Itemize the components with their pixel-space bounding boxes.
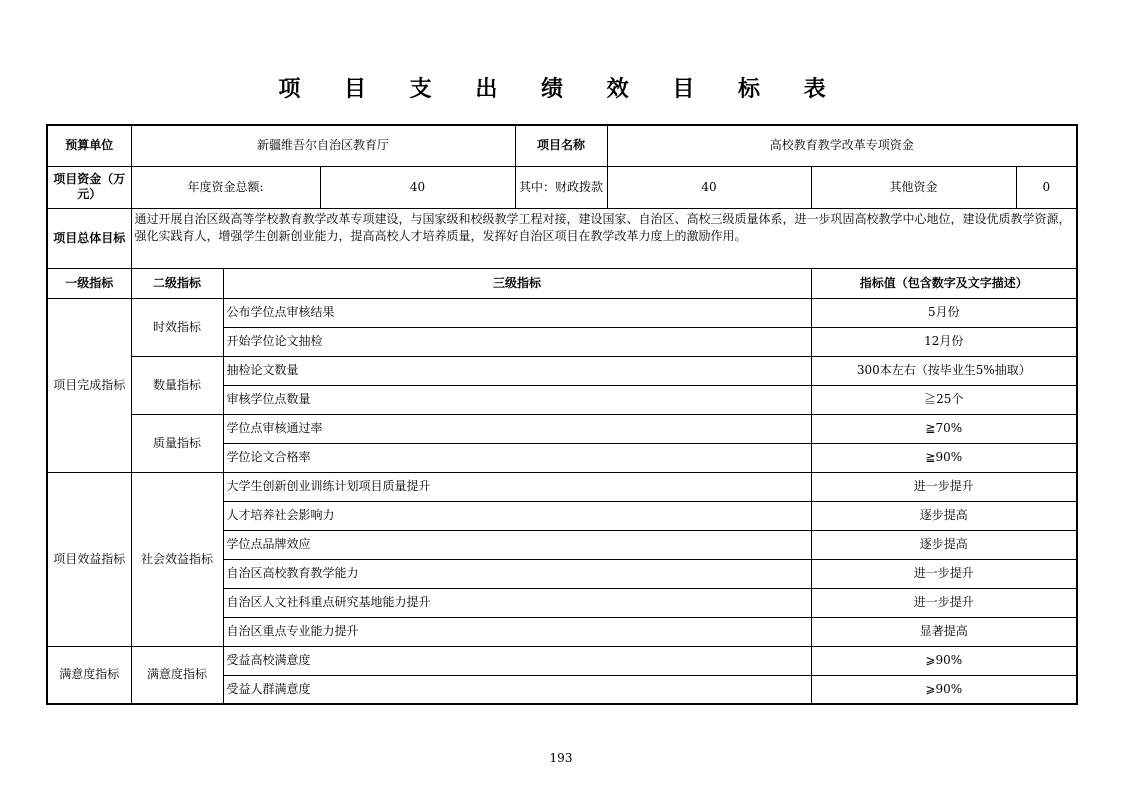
funds-row: [47, 166, 1077, 208]
level3-indicator: 学位点审核通过率: [223, 414, 811, 443]
page-title: 项 目 支 出 绩 效 目 标 表: [278, 77, 844, 102]
indicator-value: ≧90%: [811, 443, 1077, 472]
indicator-value: ≧70%: [811, 414, 1077, 443]
indicator-value: 逐步提高: [811, 501, 1077, 530]
funds-other-cell: [811, 166, 1077, 208]
budget-unit-row: [47, 125, 1077, 166]
level3-indicator: 大学生创新创业训练计划项目质量提升: [223, 472, 811, 501]
indicator-value: 逐步提高: [811, 530, 1077, 559]
performance-target-table: [46, 124, 1078, 705]
funds-other-value: 0: [1042, 179, 1051, 194]
level3-indicator: 受益人群满意度: [223, 675, 811, 704]
indicator-value: 进一步提升: [811, 472, 1077, 501]
col-header-value: 指标值（包含数字及文字描述）: [811, 268, 1077, 298]
indicator-row: [47, 414, 1077, 443]
level3-indicator: 人才培养社会影响力: [223, 501, 811, 530]
level3-indicator: 公布学位点审核结果: [223, 298, 811, 327]
col-header-level2: 二级指标: [131, 268, 223, 298]
level1-indicator: 项目完成指标: [47, 298, 131, 472]
indicator-row: [47, 356, 1077, 385]
funds-total-label: 年度资金总额:: [131, 166, 320, 208]
indicator-value: ⩾90%: [811, 646, 1077, 675]
budget-unit-label: 预算单位: [47, 125, 131, 166]
col-header-level1: 一级指标: [47, 268, 131, 298]
level2-indicator: 数量指标: [131, 356, 223, 414]
funds-total-value: 40: [320, 166, 515, 208]
indicator-value: 12月份: [811, 327, 1077, 356]
column-header-row: [47, 268, 1077, 298]
budget-unit-value: 新疆维吾尔自治区教育厅: [131, 125, 515, 166]
indicator-value: ⩾90%: [811, 675, 1077, 704]
level3-indicator: 抽检论文数量: [223, 356, 811, 385]
indicator-value: 进一步提升: [811, 588, 1077, 617]
funds-fiscal-label: 其中：财政拨款: [515, 166, 607, 208]
level3-indicator: 自治区重点专业能力提升: [223, 617, 811, 646]
level1-indicator: 项目效益指标: [47, 472, 131, 646]
goal-label: 项目总体目标: [47, 208, 131, 268]
indicator-row: [47, 298, 1077, 327]
level3-indicator: 学位论文合格率: [223, 443, 811, 472]
indicator-value: 300本左右（按毕业生5%抽取）: [811, 356, 1077, 385]
level3-indicator: 学位点品牌效应: [223, 530, 811, 559]
funds-fiscal-value: 40: [607, 166, 811, 208]
indicator-row: [47, 472, 1077, 501]
level3-indicator: 受益高校满意度: [223, 646, 811, 675]
indicator-value: 进一步提升: [811, 559, 1077, 588]
page-number: 193: [549, 751, 573, 765]
level3-indicator: 自治区高校教育教学能力: [223, 559, 811, 588]
indicator-value: 5月份: [811, 298, 1077, 327]
level3-indicator: 自治区人文社科重点研究基地能力提升: [223, 588, 811, 617]
level2-indicator: 满意度指标: [131, 646, 223, 704]
indicator-row: [47, 646, 1077, 675]
level2-indicator: 质量指标: [131, 414, 223, 472]
level2-indicator: 时效指标: [131, 298, 223, 356]
level3-indicator: 开始学位论文抽检: [223, 327, 811, 356]
indicator-value: 显著提高: [811, 617, 1077, 646]
level1-indicator: 满意度指标: [47, 646, 131, 704]
goal-row: [47, 208, 1077, 268]
funds-other-label: 其他资金: [812, 167, 1017, 208]
indicator-value: ≧25个: [811, 385, 1077, 414]
level2-indicator: 社会效益指标: [131, 472, 223, 646]
level3-indicator: 审核学位点数量: [223, 385, 811, 414]
goal-text: 通过开展自治区级高等学校教育教学改革专项建设，与国家级和校级教学工程对接，建设国家、自治区、高校三级质量体系，进一步巩固高校教学中心地位，建设优质教学资源，强化实践育人，增强学生创新创业能力，提高高校人才培养质量，发挥好自治区项目在教学改革力度上的激励作用。: [131, 208, 1077, 268]
funds-label: 项目资金（万元）: [47, 166, 131, 208]
project-name-label: 项目名称: [515, 125, 607, 166]
project-name-value: 高校教育教学改革专项资金: [607, 125, 1077, 166]
col-header-level3: 三级指标: [223, 268, 811, 298]
